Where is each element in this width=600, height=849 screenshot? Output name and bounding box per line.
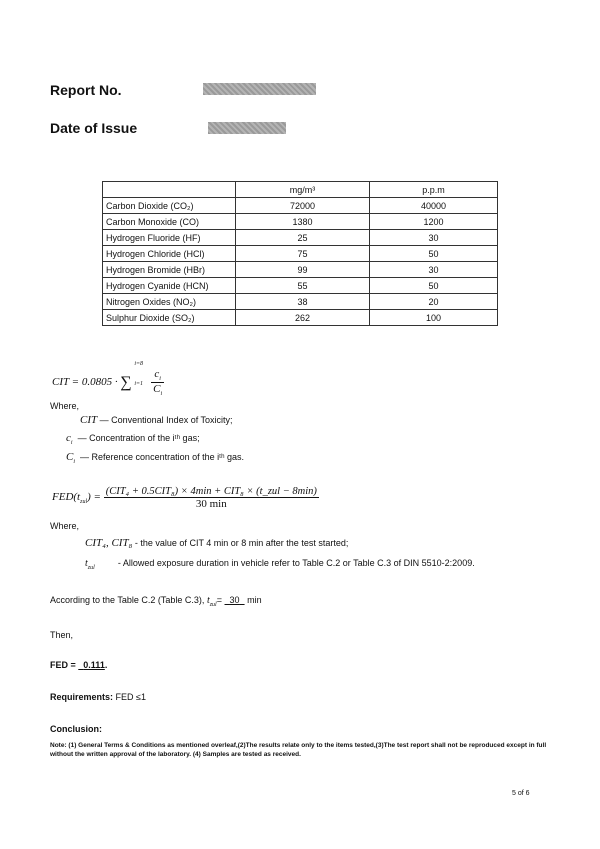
cit4-cit8-definition: CIT₄, CIT₈ - the value of CIT 4 min or 8 min after the test started; xyxy=(85,537,349,549)
conclusion-label: Conclusion: xyxy=(50,724,102,734)
gas-name-cell: Sulphur Dioxide (SO₂) xyxy=(103,310,236,326)
table-row xyxy=(103,294,498,310)
c-definition: $c_i$ — Concentration of the iᵗʰ gas; xyxy=(66,432,200,447)
fed-where-label: Where, xyxy=(50,521,80,531)
mg-value-cell: 72000 xyxy=(236,198,370,214)
table-row xyxy=(103,198,498,214)
date-of-issue-redaction xyxy=(208,122,286,134)
gas-name-cell: Hydrogen Bromide (HBr) xyxy=(103,262,236,278)
report-no-label: Report No. xyxy=(50,82,122,98)
table-row xyxy=(103,214,498,230)
ppm-value-cell: 1200 xyxy=(370,214,498,230)
fed-result: FED = 0.111. xyxy=(50,660,108,670)
mg-value-cell: 25 xyxy=(236,230,370,246)
table-header-ppm: p.p.m xyxy=(370,182,498,198)
cit-where-label: Where, xyxy=(50,401,80,411)
page-number: 5 of 6 xyxy=(512,790,530,797)
table-row xyxy=(103,246,498,262)
ppm-value-cell: 40000 xyxy=(370,198,498,214)
ppm-value-cell: 50 xyxy=(370,246,498,262)
gas-name-cell: Carbon Dioxide (CO₂) xyxy=(103,198,236,214)
mg-value-cell: 38 xyxy=(236,294,370,310)
fed-formula: $FED(t_{zul})$ = $\frac{\text{(CIT₄ + 0.5CIT₈) × 4min + CIT₈ × (t\_zul − 8min)}}{30 \min}$ xyxy=(52,486,317,510)
requirements-line: Requirements: FED ≤1 xyxy=(50,692,146,702)
report-no-redaction xyxy=(203,83,316,95)
table-row xyxy=(103,310,498,326)
gas-name-cell: Hydrogen Cyanide (HCN) xyxy=(103,278,236,294)
ppm-value-cell: 30 xyxy=(370,230,498,246)
table-row xyxy=(103,230,498,246)
mg-value-cell: 262 xyxy=(236,310,370,326)
table-header-mg: mg/m³ xyxy=(236,182,370,198)
gas-name-cell: Hydrogen Fluoride (HF) xyxy=(103,230,236,246)
gas-name-cell: Carbon Monoxide (CO) xyxy=(103,214,236,230)
cit-formula: CIT = 0.0805 · i=8 ∑ i=1 $\frac{c_i}{C_i}$ xyxy=(52,360,163,398)
gas-reference-table xyxy=(102,181,498,326)
mg-value-cell: 55 xyxy=(236,278,370,294)
according-line: According to the Table C.2 (Table C.3), $t_{zul}=$ 30 min xyxy=(50,595,262,608)
table-header-row xyxy=(103,182,498,198)
table-row xyxy=(103,262,498,278)
ppm-value-cell: 20 xyxy=(370,294,498,310)
ppm-value-cell: 30 xyxy=(370,262,498,278)
report-note: Note: (1) General Terms & Conditions as mentioned overleaf,(2)The results relate only to the items tested,(3)The test report shall not be reproduced except in full without the written approval of the laboratory. (4) Samples are tested as received. xyxy=(50,742,547,758)
then-label: Then, xyxy=(50,630,74,640)
tzul-definition: $t_{zul}$ - Allowed exposure duration in vehicle refer to Table C.2 or Table C.3 of DIN 5510-2:2009. xyxy=(85,558,475,571)
gas-name-cell: Hydrogen Chloride (HCl) xyxy=(103,246,236,262)
C-definition: $C_i$ — Reference concentration of the iᵗʰ gas. xyxy=(66,451,245,466)
table-header-blank xyxy=(103,182,236,198)
mg-value-cell: 99 xyxy=(236,262,370,278)
cit-definition: CIT — Conventional Index of Toxicity; xyxy=(80,414,233,426)
date-of-issue-label: Date of Issue xyxy=(50,120,138,136)
mg-value-cell: 75 xyxy=(236,246,370,262)
mg-value-cell: 1380 xyxy=(236,214,370,230)
table-row xyxy=(103,278,498,294)
gas-name-cell: Nitrogen Oxides (NO₂) xyxy=(103,294,236,310)
ppm-value-cell: 50 xyxy=(370,278,498,294)
ppm-value-cell: 100 xyxy=(370,310,498,326)
